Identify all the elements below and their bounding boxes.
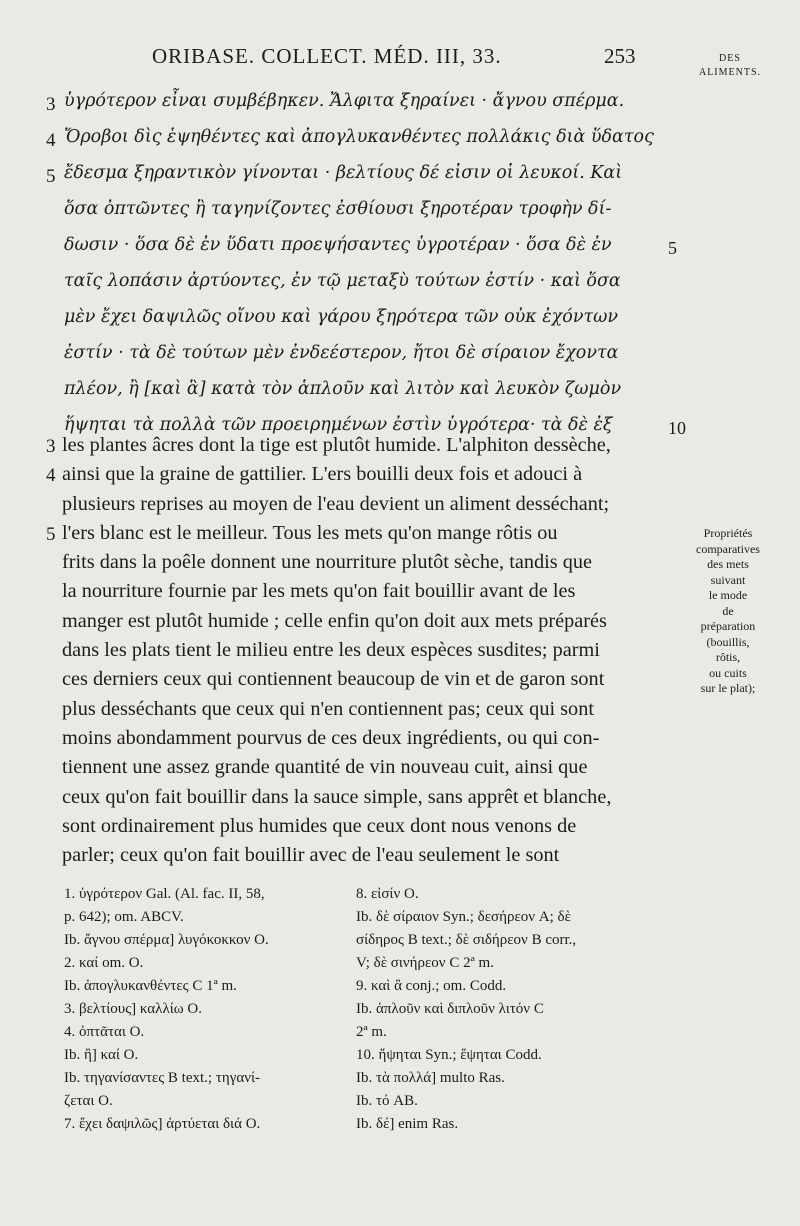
critical-note: Ib. ἢ] καί O. bbox=[64, 1047, 139, 1063]
french-line-text: les plantes âcres dont la tige est plutôt humide. L'alphiton dessèche, bbox=[62, 434, 611, 456]
greek-line-text: ὑγρότερον εἶναι συμβέβηκεν. Ἄλφιτα ξηραίνει · ἄγνου σπέρμα. bbox=[64, 91, 625, 111]
french-line bbox=[30, 432, 650, 461]
line-number: 5 bbox=[46, 166, 56, 187]
french-line-text: ainsi que la graine de gattilier. L'ers bouilli deux fois et adouci à bbox=[62, 463, 583, 486]
greek-line-text: Ὄροβοι δὶς ἑψηθέντες καὶ ἀπογλυκανθέντες πολλάκις διὰ ὕδατος bbox=[64, 127, 654, 147]
margin-heading-line: ALIMENTS. bbox=[698, 67, 762, 78]
greek-line-text: δωσιν · ὅσα δὲ ἐν ὕδατι προεψήσαντες ὑγροτέραν · ὅσα δὲ ἐν bbox=[64, 235, 612, 255]
french-line bbox=[30, 666, 650, 695]
french-line bbox=[30, 842, 650, 871]
critical-note: V; δὲ σινήρεον C 2ª m. bbox=[356, 955, 494, 971]
french-line bbox=[30, 461, 650, 490]
french-line-text: plusieurs reprises au moyen de l'eau devient un aliment desséchant; bbox=[62, 492, 610, 515]
french-line-text: l'ers blanc est le meilleur. Tous les mets qu'on mange rôtis ou bbox=[62, 521, 558, 544]
greek-line bbox=[30, 124, 730, 160]
sidenote-line: sur le plat); bbox=[700, 681, 756, 695]
french-line-text: moins abondamment pourvus de ces deux ingrédients, ou qui con- bbox=[62, 726, 600, 749]
french-line-text: la nourriture fournie par les mets qu'on fait bouillir avant de les bbox=[62, 580, 576, 603]
greek-line bbox=[30, 340, 730, 376]
french-line bbox=[30, 491, 650, 520]
greek-line bbox=[30, 160, 730, 196]
sidenote-line: Propriétés bbox=[703, 526, 753, 540]
french-line bbox=[30, 725, 650, 754]
critical-note: Ib. τηγανίσαντες B text.; τηγανί- bbox=[64, 1070, 261, 1086]
greek-line bbox=[30, 88, 730, 124]
sidenote-line: préparation bbox=[700, 619, 756, 633]
critical-note: Ib. ἁπλοῦν καὶ διπλοῦν λιτόν C bbox=[356, 1001, 544, 1017]
french-line-text: sont ordinairement plus humides que ceux dont nous venons de bbox=[62, 814, 577, 837]
running-title: ORIBASE. COLLECT. MÉD. III, 33. bbox=[152, 44, 502, 68]
french-line-text: ces derniers ceux qui contiennent beaucoup de vin et de garon sont bbox=[62, 668, 605, 691]
sidenote-line: le mode bbox=[708, 588, 748, 602]
critical-note: 2. καί om. O. bbox=[64, 955, 144, 971]
greek-line-text: ἐστίν · τὰ δὲ τούτων μὲν ἐνδεέστερον, ἤτοι δὲ σίραιον ἔχοντα bbox=[64, 343, 619, 363]
french-line-text: dans les plats tient le milieu entre les deux espèces susdites; parmi bbox=[62, 639, 600, 662]
critical-notes-right bbox=[356, 883, 646, 1136]
french-line-text: manger est plutôt humide ; celle enfin qu'on doit aux mets préparés bbox=[62, 609, 607, 632]
greek-line-text: ὅσα ὀπτῶντες ἢ ταγηνίζοντες ἐσθίουσι ξηροτέραν τροφὴν δί- bbox=[64, 199, 612, 219]
french-line bbox=[30, 784, 650, 813]
marginal-sidenote bbox=[678, 526, 778, 697]
greek-line-text: ἔδεσμα ξηραντικὸν γίνονται · βελτίους δέ εἰσιν οἱ λευκοί. Καὶ bbox=[64, 163, 623, 183]
critical-note: 3. βελτίους] καλλίω O. bbox=[64, 1001, 202, 1017]
greek-line-text: μὲν ἔχει δαψιλῶς οἴνου καὶ γάρου ξηρότερα τῶν οὐκ ἐχόντων bbox=[64, 307, 619, 327]
line-number: 3 bbox=[46, 436, 56, 457]
line-number: 4 bbox=[46, 130, 56, 151]
french-line-text: parler; ceux qu'on fait bouillir avec de l'eau seulement le sont bbox=[62, 844, 560, 867]
critical-note: Ib. δέ] enim Ras. bbox=[356, 1116, 459, 1132]
page-number: 253 bbox=[604, 44, 636, 68]
greek-line bbox=[30, 376, 730, 412]
critical-note: Ib. τὰ πολλά] multo Ras. bbox=[356, 1070, 505, 1086]
greek-line bbox=[30, 304, 730, 340]
greek-line bbox=[30, 196, 730, 232]
greek-line-text: ταῖς λοπάσιν ἀρτύοντες, ἐν τῷ μεταξὺ τούτων ἐστίν · καὶ ὅσα bbox=[64, 271, 621, 291]
critical-notes-left bbox=[64, 883, 336, 1136]
line-count-marker: 5 bbox=[668, 238, 677, 258]
critical-note: Ib. ἄγνου σπέρμα] λυγόκοκκον O. bbox=[64, 932, 269, 948]
line-number: 5 bbox=[46, 523, 56, 545]
sidenote-line: rôtis, bbox=[715, 650, 741, 664]
critical-note: 10. ἥψηται Syn.; ἕψηται Codd. bbox=[356, 1047, 542, 1063]
greek-line bbox=[30, 268, 730, 304]
french-line-text: frits dans la poêle donnent une nourriture plutôt sèche, tandis que bbox=[62, 551, 592, 574]
critical-note: Ib. ἀπογλυκανθέντες C 1ª m. bbox=[64, 978, 237, 994]
sidenote-line: comparatives bbox=[696, 541, 760, 556]
critical-note: σίδηρος B text.; δὲ σιδήρεον B corr., bbox=[356, 932, 577, 948]
greek-text-block bbox=[30, 88, 730, 448]
french-line bbox=[30, 696, 650, 725]
line-number: 4 bbox=[46, 465, 56, 487]
line-count-marker: 10 bbox=[668, 418, 686, 438]
critical-note: 4. ὀπτᾶται O. bbox=[64, 1024, 145, 1040]
critical-note: ζεται O. bbox=[64, 1093, 113, 1109]
greek-line-text: ἥψηται τὰ πολλὰ τῶν προειρημένων ἐστὶν ὑγρότερα· τὰ δὲ ἐξ bbox=[64, 415, 613, 435]
critical-note: Ib. τό AB. bbox=[356, 1093, 418, 1109]
french-line-text: tiennent une assez grande quantité de vin nouveau cuit, ainsi que bbox=[62, 756, 588, 779]
critical-note: 1. ὑγρότερον Gal. (Al. fac. II, 58, bbox=[64, 886, 265, 902]
french-line bbox=[30, 608, 650, 637]
margin-heading-line: DES bbox=[719, 53, 741, 64]
french-line bbox=[30, 578, 650, 607]
french-line bbox=[30, 637, 650, 666]
critical-note: Ib. δὲ σίραιον Syn.; δεσήρεον A; δὲ bbox=[356, 909, 571, 925]
margin-heading bbox=[690, 52, 770, 80]
greek-line bbox=[30, 232, 730, 268]
sidenote-line: (bouillis, bbox=[706, 634, 750, 649]
critical-note: 7. ἔχει δαψιλῶς] ἀρτύεται διά O. bbox=[64, 1116, 261, 1132]
french-line bbox=[30, 754, 650, 783]
french-line-text: plus desséchants que ceux qui n'en contiennent pas; ceux qui sont bbox=[62, 697, 594, 720]
sidenote-line: ou cuits bbox=[709, 665, 747, 680]
sidenote-line: des mets bbox=[707, 557, 749, 571]
sidenote-line: de bbox=[722, 603, 734, 618]
critical-note: 9. καὶ ἃ conj.; om. Codd. bbox=[356, 978, 507, 994]
sidenote-line: suivant bbox=[710, 572, 746, 587]
critical-note: p. 642); om. ABCV. bbox=[64, 909, 184, 925]
greek-line-text: πλέον, ἢ [καὶ ἃ] κατὰ τὸν ἁπλοῦν καὶ λιτὸν καὶ λευκὸν ζωμὸν bbox=[64, 379, 622, 399]
critical-note: 2ª m. bbox=[356, 1024, 387, 1040]
french-line bbox=[30, 813, 650, 842]
french-line bbox=[30, 549, 650, 578]
french-translation-block bbox=[30, 432, 650, 871]
french-line bbox=[30, 520, 650, 549]
page-header bbox=[152, 44, 652, 76]
french-line-text: ceux qu'on fait bouillir dans la sauce simple, sans apprêt et blanche, bbox=[62, 785, 612, 808]
line-number: 3 bbox=[46, 94, 56, 115]
critical-note: 8. εἰσίν O. bbox=[356, 886, 419, 902]
